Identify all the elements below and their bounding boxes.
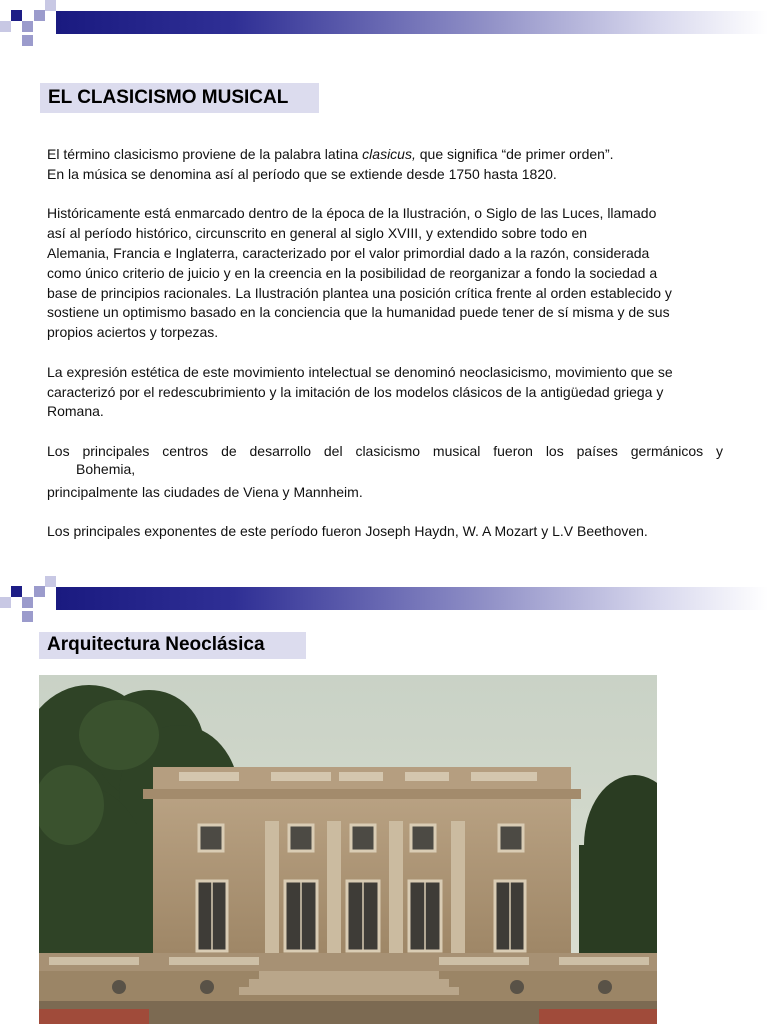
- text-line: La expresión estética de este movimiento intelectual se denominó neoclasicismo, movimiento que se: [47, 363, 673, 380]
- text-line: así al período histórico, circunscrito en general al siglo XVIII, y extendido sobre todo en: [47, 225, 588, 242]
- decor-square: [22, 597, 33, 608]
- text-line: Históricamente está enmarcado dentro de la época de la Ilustración, o Siglo de las Luces, llamado: [47, 205, 657, 222]
- header-gradient-bar: [56, 11, 768, 34]
- text-line: En la música se denomina así al período que se extiende desde 1750 hasta 1820.: [47, 165, 557, 182]
- section-title-clasicismo: EL CLASICISMO MUSICAL: [40, 83, 319, 113]
- header-gradient-bar: [56, 587, 768, 610]
- text-line: propios aciertos y torpezas.: [47, 324, 219, 341]
- text-line: base de principios racionales. La Ilustración plantea una posición crítica frente al orden establecido y: [47, 284, 672, 301]
- paragraph-exponentes: [47, 522, 723, 542]
- text-line: caracterizó por el redescubrimiento y la imitación de los modelos clásicos de la antigüedad griega y: [47, 383, 664, 400]
- paragraph-centros: [47, 442, 723, 503]
- decor-square: [11, 586, 22, 597]
- decor-square: [22, 35, 33, 46]
- decor-square: [22, 21, 33, 32]
- clasicismo-body: [47, 145, 723, 562]
- decor-square: [11, 10, 22, 21]
- decor-square: [0, 597, 11, 608]
- slide-header-second: [0, 576, 768, 626]
- text-line: Romana.: [47, 403, 104, 420]
- section-title-arquitectura: Arquitectura Neoclásica: [39, 632, 306, 659]
- text-line: Bohemia,: [76, 460, 136, 477]
- text-line: sostiene un optimismo basado en la conciencia que la humanidad puede tener de sí misma y de sus: [47, 304, 670, 321]
- paragraph-historia: [47, 204, 723, 343]
- text-line: principalmente las ciudades de Viena y Mannheim.: [47, 483, 363, 500]
- decor-square: [45, 576, 56, 587]
- paragraph-estetica: [47, 363, 723, 422]
- text-line: [47, 145, 723, 165]
- text-span: que significa “de primer orden”.: [415, 146, 614, 162]
- text-line: Los principales centros de desarrollo del clasicismo musical fueron los países germánicos y: [47, 442, 723, 459]
- slide-header-top: [0, 0, 768, 50]
- decor-square: [34, 586, 45, 597]
- decor-square: [22, 611, 33, 622]
- decor-square: [45, 0, 56, 11]
- text-line: Los principales exponentes de este período fueron Joseph Haydn, W. A Mozart y L.V Beethoven.: [47, 523, 648, 540]
- building-illustration: [39, 675, 657, 1024]
- paragraph-origin: [47, 145, 723, 185]
- text-emphasis: clasicus,: [362, 146, 416, 162]
- decor-square: [0, 21, 11, 32]
- text-line: como único criterio de juicio y en la creencia en la posibilidad de reorganizar a fondo la sociedad a: [47, 264, 658, 281]
- text-span: El término clasicismo proviene de la palabra latina: [47, 146, 363, 162]
- text-line: Alemania, Francia e Inglaterra, caracterizado por el valor primordial dado a la razón, considerada: [47, 244, 650, 261]
- neoclassical-building-photo: [39, 675, 657, 1024]
- decor-square: [34, 10, 45, 21]
